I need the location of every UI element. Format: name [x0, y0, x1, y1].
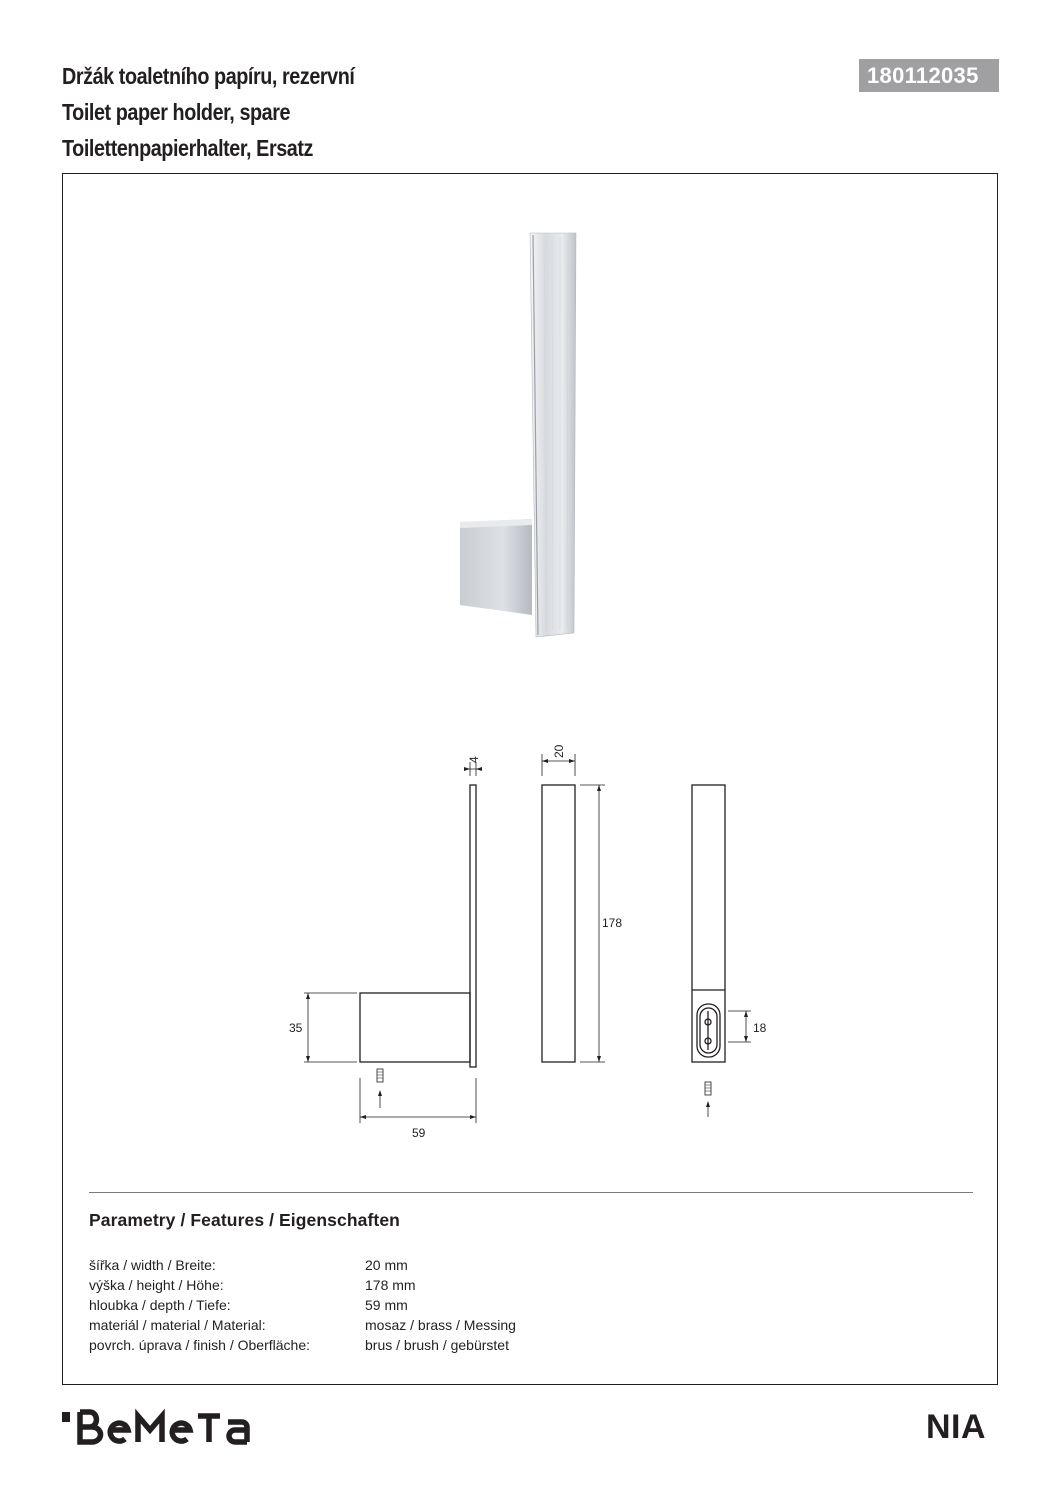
section-divider [89, 1192, 973, 1193]
dimension-height: 178 [602, 916, 623, 930]
feature-label: hloubka / depth / Tiefe: [89, 1297, 231, 1313]
feature-label: povrch. úprava / finish / Oberfläche: [89, 1337, 310, 1353]
feature-value: 178 mm [365, 1277, 416, 1293]
feature-label: materiál / material / Material: [89, 1317, 266, 1333]
screw-icon [705, 1082, 711, 1117]
title-czech: Držák toaletního papíru, rezervní [62, 63, 355, 89]
feature-label: výška / height / Höhe: [89, 1277, 224, 1293]
features-heading: Parametry / Features / Eigenschaften [89, 1210, 400, 1230]
series-name: NIA [926, 1408, 987, 1446]
dimension-mount: 18 [753, 1021, 767, 1035]
dimension-thickness: 4 [467, 756, 481, 763]
bemeta-logo [62, 1408, 277, 1448]
screw-icon [377, 1069, 383, 1108]
dimension-base-height: 35 [289, 1021, 303, 1035]
product-image [440, 225, 580, 645]
title-block [62, 58, 402, 166]
wall-mount-base [460, 519, 532, 615]
feature-label: šířka / width / Breite: [89, 1257, 216, 1273]
technical-drawing [280, 740, 800, 1160]
dimension-depth: 59 [412, 1126, 426, 1140]
dimension-width: 20 [552, 744, 566, 758]
front-view [542, 785, 575, 1062]
title-german: Toilettenpapierhalter, Ersatz [62, 135, 313, 161]
feature-value: brus / brush / gebürstet [365, 1337, 509, 1353]
feature-value: 59 mm [365, 1297, 408, 1313]
feature-value: 20 mm [365, 1257, 408, 1273]
title-english: Toilet paper holder, spare [62, 99, 291, 125]
feature-value: mosaz / brass / Messing [365, 1317, 516, 1333]
side-view-base [360, 993, 470, 1062]
product-code-badge: 180112035 [859, 59, 999, 92]
side-view-plate [470, 785, 476, 1067]
